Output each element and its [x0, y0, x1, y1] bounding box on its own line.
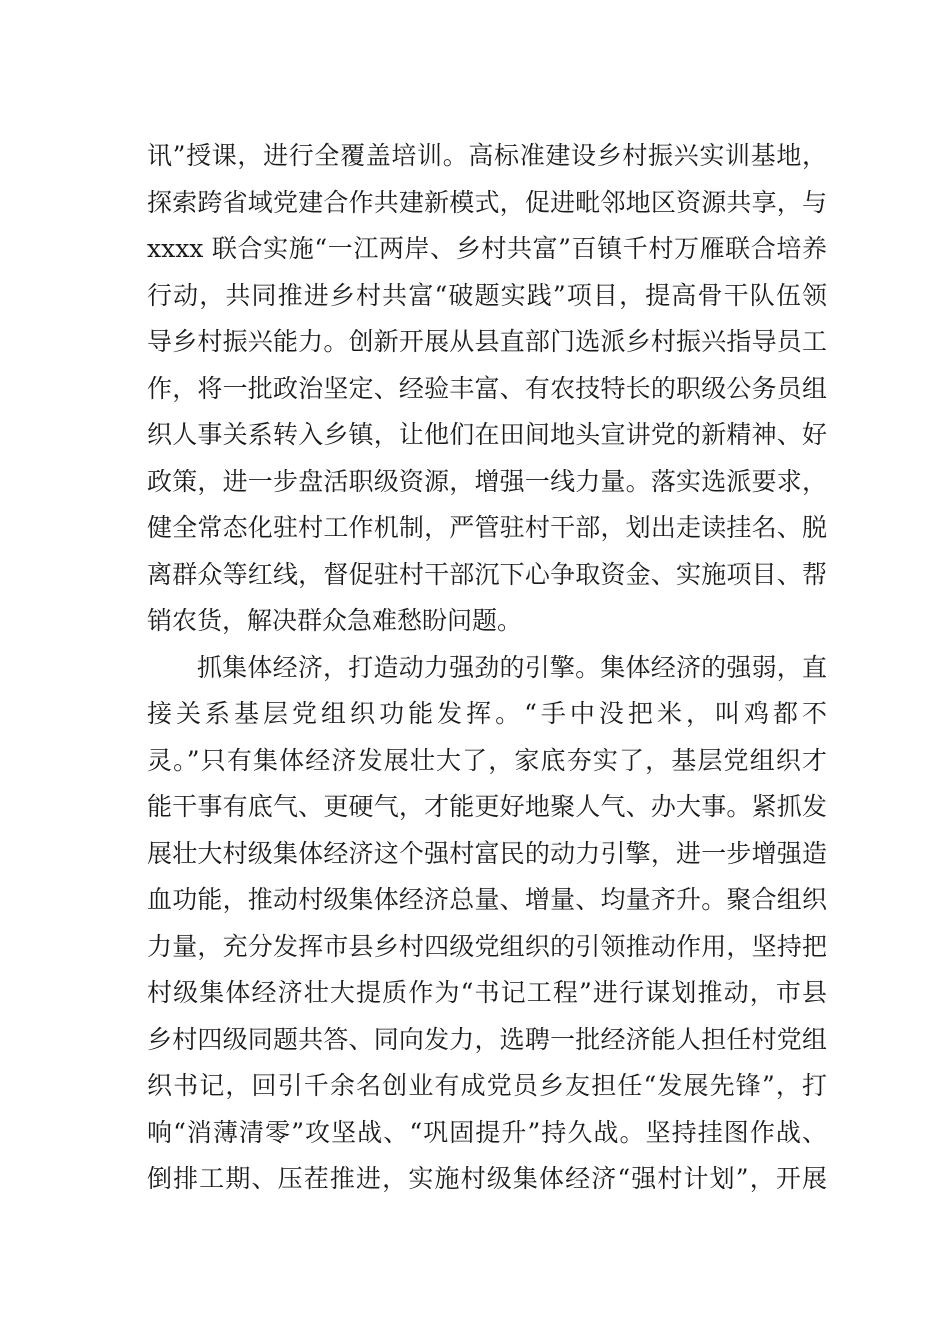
- paragraph-line: 行动，共同推进乡村共富“破题实践”项目，提高骨干队伍领: [147, 280, 827, 310]
- paragraph-line: xxxx 联合实施“一江两岸、乡村共富”百镇千村万雁联合培养: [147, 234, 827, 263]
- paragraph-line: 力量，充分发挥市县乡村四级党组织的引领推动作用，坚持把: [147, 931, 827, 961]
- paragraph-2: [147, 645, 827, 1203]
- paragraph-line: 作，将一批政治坚定、经验丰富、有农技特长的职级公务员组: [147, 373, 827, 403]
- paragraph-1: [147, 133, 827, 645]
- paragraph-line: 乡村四级同题共答、同向发力，选聘一批经济能人担任村党组: [147, 1024, 827, 1054]
- paragraph-line: 销农货，解决群众急难愁盼问题。: [147, 606, 523, 635]
- paragraph-line: 抓集体经济，打造动力强劲的引擎。集体经济的强弱，直: [197, 652, 827, 682]
- paragraph-line: 探索跨省域党建合作共建新模式，促进毗邻地区资源共享，与: [147, 187, 827, 217]
- paragraph-line: 响“消薄清零”攻坚战、“巩固提升”持久战。坚持挂图作战、: [147, 1117, 827, 1147]
- paragraph-line: 能干事有底气、更硬气，才能更好地聚人气、办大事。紧抓发: [147, 792, 827, 821]
- paragraph-line: 政策，进一步盘活职级资源，增强一线力量。落实选派要求，: [147, 466, 827, 496]
- paragraph-line: 倒排工期、压茬推进，实施村级集体经济“强村计划”，开展: [147, 1164, 827, 1193]
- paragraph-line: 灵。”只有集体经济发展壮大了，家底夯实了，基层党组织才: [147, 745, 827, 775]
- paragraph-line: 织书记，回引千余名创业有成党员乡友担任“发展先锋”，打: [147, 1071, 827, 1100]
- paragraph-line: 讯”授课，进行全覆盖培训。高标准建设乡村振兴实训基地，: [147, 141, 827, 170]
- paragraph-line: 展壮大村级集体经济这个强村富民的动力引擎，进一步增强造: [147, 838, 827, 868]
- document-body: [147, 133, 827, 1203]
- paragraph-line: 导乡村振兴能力。创新开展从县直部门选派乡村振兴指导员工: [147, 327, 827, 356]
- paragraph-line: 织人事关系转入乡镇，让他们在田间地头宣讲党的新精神、好: [147, 420, 827, 449]
- paragraph-line: 健全常态化驻村工作机制，严管驻村干部，划出走读挂名、脱: [147, 513, 827, 542]
- paragraph-line: 村级集体经济壮大提质作为“书记工程”进行谋划推动，市县: [147, 978, 827, 1007]
- paragraph-line: 接关系基层党组织功能发挥。“手中没把米，叫鸡都不: [147, 699, 827, 728]
- paragraph-line: 血功能，推动村级集体经济总量、增量、均量齐升。聚合组织: [147, 885, 827, 914]
- paragraph-line: 离群众等红线，督促驻村干部沉下心争取资金、实施项目、帮: [147, 559, 827, 589]
